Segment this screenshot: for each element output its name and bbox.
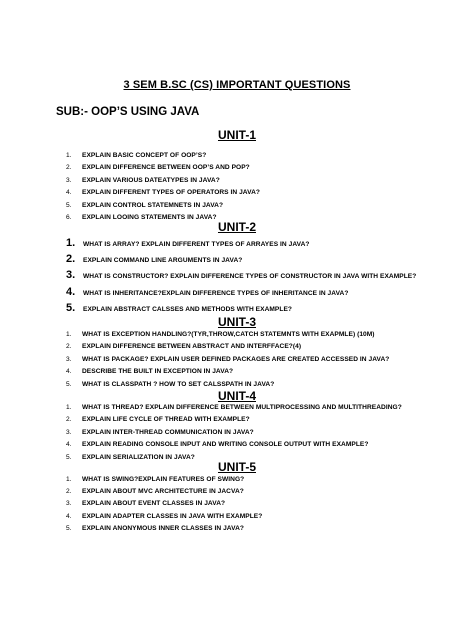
list-item: [66, 269, 456, 285]
question-number: 1.: [66, 476, 72, 483]
question-text: EXPLAIN CONTROL STATEMNETS IN JAVA?: [82, 201, 224, 209]
question-text: EXPLAIN LOOING STATEMENTS IN JAVA?: [82, 213, 217, 221]
list-item: [66, 286, 456, 302]
question-text: EXPLAIN ABOUT MVC ARCHITECTURE IN JACVA?: [82, 488, 244, 496]
list-item: [66, 488, 456, 500]
list-item: [66, 164, 456, 176]
list-item: [66, 525, 456, 537]
unit-3-question-list: [66, 331, 456, 393]
question-number: 5.: [66, 301, 76, 314]
list-item: [66, 404, 456, 416]
question-number: 2.: [66, 416, 72, 424]
question-number: 4.: [66, 512, 72, 520]
question-number: 2.: [66, 253, 76, 266]
question-text: EXPLAIN ABOUT EVENT CLASSES IN JAVA?: [82, 500, 226, 508]
question-number: 1.: [66, 331, 72, 338]
list-item: [66, 500, 456, 512]
unit-4-heading: UNIT-4: [217, 389, 256, 403]
list-item: [66, 189, 456, 201]
question-number: 3.: [66, 500, 72, 508]
unit-3-heading: UNIT-3: [217, 315, 256, 329]
list-item: [66, 416, 456, 428]
question-text: EXPLAIN COMMAND LINE ARGUMENTS IN JAVA?: [83, 257, 243, 265]
question-number: 3.: [66, 355, 72, 363]
question-text: EXPLAIN INTER-THREAD COMMUNICATION IN JAVA?: [82, 428, 254, 436]
list-item: [66, 476, 456, 488]
unit-2-question-list: [66, 237, 456, 318]
question-text: WHAT IS ARRAY? EXPLAIN DIFFERENT TYPES OF ARRAYES IN JAVA?: [83, 241, 310, 248]
question-text: EXPLAIN SERIALIZATION IN JAVA?: [82, 453, 195, 461]
question-number: 2.: [66, 488, 72, 496]
question-text: WHAT IS INHERITANCE?EXPLAIN DIFFERENCE TYPES OF INHERITANCE IN JAVA?: [83, 289, 349, 297]
question-text: WHAT IS THREAD? EXPLAIN DIFFERENCE BETWEEN MULTIPROCESSING AND MULTITHREADING?: [82, 404, 402, 411]
question-text: WHAT IS SWING?EXPLAIN FEATURES OF SWING?: [82, 476, 245, 483]
list-item: [66, 429, 456, 441]
unit-5-heading: UNIT-5: [217, 460, 256, 474]
question-text: WHAT IS PACKAGE? EXPLAIN USER DEFINED PACKAGES ARE CREATED ACCESSED IN JAVA?: [82, 355, 390, 363]
question-text: EXPLAIN VARIOUS DATEATYPES IN JAVA?: [82, 176, 220, 184]
unit-5-question-list: [66, 476, 456, 537]
unit-1-question-list: [66, 152, 456, 226]
list-item: [66, 152, 456, 164]
question-number: 4.: [66, 441, 72, 449]
question-number: 5.: [66, 524, 72, 532]
question-number: 6.: [66, 213, 72, 221]
question-number: 1.: [66, 237, 76, 249]
question-number: 4.: [66, 285, 76, 298]
document-title: 3 SEM B.SC (CS) IMPORTANT QUESTIONS: [123, 79, 351, 91]
question-number: 3.: [66, 269, 76, 282]
list-item: [66, 441, 456, 453]
question-number: 3.: [66, 428, 72, 436]
question-number: 1.: [66, 404, 72, 411]
question-text: WHAT IS EXCEPTION HANDLING?(TYR,THROW,CATCH STATEMNTS WITH EXAPMLE) (10M): [82, 331, 375, 338]
question-number: 2.: [66, 164, 72, 172]
question-text: EXPLAIN DIFFERENCE BETWEEN OOP’S AND POP?: [82, 164, 250, 172]
list-item: [66, 356, 456, 368]
question-number: 2.: [66, 343, 72, 351]
question-text: EXPLAIN READING CONSOLE INPUT AND WRITING CONSOLE OUTPUT WITH EXAMPLE?: [82, 441, 369, 449]
question-text: WHAT IS CLASSPATH ? HOW TO SET CALSSPATH IN JAVA?: [82, 380, 275, 388]
subject-line: SUB:- OOP’S USING JAVA: [56, 106, 200, 118]
question-text: EXPLAIN ANONYMOUS INNER CLASSES IN JAVA?: [82, 524, 244, 532]
list-item: [66, 343, 456, 355]
list-item: [66, 513, 456, 525]
question-number: 1.: [66, 152, 72, 159]
question-text: EXPLAIN ABSTRACT CALSSES AND METHODS WITH EXAMPLE?: [83, 305, 292, 313]
list-item: [66, 253, 456, 269]
question-number: 5.: [66, 453, 72, 461]
question-text: WHAT IS CONSTRUCTOR? EXPLAIN DIFFERENCE TYPES OF CONSTRUCTOR IN JAVA WITH EXAMPLE?: [83, 273, 417, 281]
list-item: [66, 177, 456, 189]
list-item: [66, 331, 456, 343]
question-text: EXPLAIN BASIC CONCEPT OF OOP’S?: [82, 152, 207, 159]
question-number: 5.: [66, 380, 72, 388]
question-text: EXPLAIN ADAPTER CLASSES IN JAVA WITH EXAMPLE?: [82, 512, 263, 520]
unit-4-question-list: [66, 404, 456, 466]
list-item: [66, 368, 456, 380]
question-number: 4.: [66, 368, 72, 376]
question-text: EXPLAIN DIFFERENCE BETWEEN ABSTRACT AND INTERFFACE?(4): [82, 343, 302, 351]
list-item: [66, 237, 456, 253]
question-number: 5.: [66, 201, 72, 209]
question-number: 4.: [66, 189, 72, 197]
question-number: 3.: [66, 176, 72, 184]
question-text: EXPLAIN LIFE CYCLE OF THREAD WITH EXAMPLE?: [82, 416, 250, 424]
question-text: EXPLAIN DIFFERENT TYPES OF OPERATORS IN JAVA?: [82, 189, 260, 197]
unit-2-heading: UNIT-2: [217, 220, 256, 234]
unit-1-heading: UNIT-1: [217, 128, 256, 142]
question-text: DESCRIBE THE BUILT IN EXCEPTION IN JAVA?: [82, 368, 234, 376]
list-item: [66, 202, 456, 214]
